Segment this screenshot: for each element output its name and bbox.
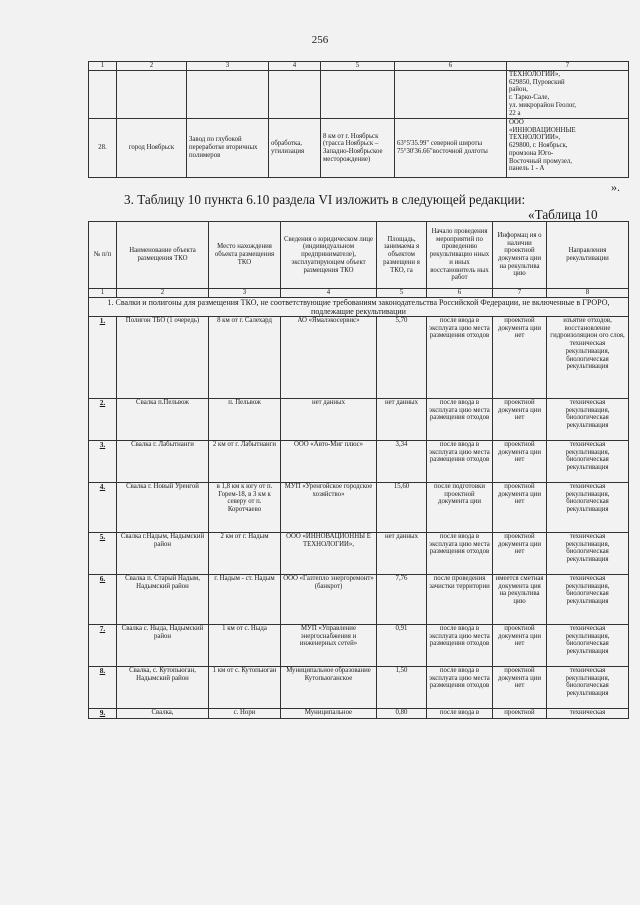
section-row — [89, 298, 629, 317]
continued-table — [88, 61, 629, 178]
area-cell: 5,70 — [377, 317, 427, 399]
closing-quote: ». — [611, 180, 620, 194]
direction-cell: техническая рекультивация, биологическая рекультивация — [547, 625, 629, 667]
direction-cell: изъятие отходов, восстановление гидроизоляцион ого слоя, техническая рекультивация, биологическая рекультивация — [547, 317, 629, 399]
start-cell: после ввода в эксплуата цию места размещения отходов — [427, 399, 493, 441]
header-cell: Место нахождения объекта размещения ТКО — [209, 222, 281, 289]
operator-cell: МУП «Уренгойское городское хозяйство» — [281, 483, 377, 533]
table-row — [89, 625, 629, 667]
col-number: 6 — [427, 289, 493, 298]
row-number: 2. — [89, 399, 117, 441]
purpose-cell: обработка, утилизация — [269, 119, 321, 178]
start-cell: после подготовки проектной документа ции — [427, 483, 493, 533]
table-row — [89, 317, 629, 399]
name-cell: Свалка, с. Кутопьюган, Надымский район — [117, 667, 209, 709]
docs-cell: проектной документа ции нет — [493, 667, 547, 709]
city-cell: город Ноябрьск — [117, 119, 187, 178]
location-cell: 2 км от г. Надым — [209, 533, 281, 575]
name-cell: Свалка г.Надым, Надымский район — [117, 533, 209, 575]
table-row — [89, 399, 629, 441]
table-row — [89, 533, 629, 575]
name-cell: Свалка, — [117, 709, 209, 719]
col-number: 7 — [493, 289, 547, 298]
row-number: 28. — [89, 119, 117, 178]
name-cell: Свалка п. Старый Надым, Надымский район — [117, 575, 209, 625]
location-cell: с. Нори — [209, 709, 281, 719]
name-cell: Свалка с. Ныда, Надымский район — [117, 625, 209, 667]
area-cell: нет данных — [377, 399, 427, 441]
col-number: 7 — [507, 62, 629, 71]
section-heading: 3. Таблицу 10 пункта 6.10 раздела VI изложить в следующей редакции: — [124, 192, 526, 207]
area-cell: 0,91 — [377, 625, 427, 667]
docs-cell: проектной документа ции нет — [493, 441, 547, 483]
operator-cell: ООО «Авто-Миг плюс» — [281, 441, 377, 483]
location-cell: г. Надым - ст. Надым — [209, 575, 281, 625]
coords-cell: 63°5'35.99" северной широты 75°30'36.66"восточной долготы — [395, 119, 507, 178]
location-cell: 2 км от г. Лабытнанги — [209, 441, 281, 483]
location-cell: п. Пельвож — [209, 399, 281, 441]
location-cell: 8 км от г. Салехард — [209, 317, 281, 399]
operator-cell: АО «Ямалэкосервис» — [281, 317, 377, 399]
header-cell: Начало проведения мероприятий по проведению рекультивацио нных и иных восстановитель ных работ — [427, 222, 493, 289]
page-number: 256 — [311, 34, 329, 46]
col-number: 1 — [89, 62, 117, 71]
col-number: 8 — [547, 289, 629, 298]
direction-cell: техническая рекультивация, биологическая рекультивация — [547, 483, 629, 533]
operator-cell: Муниципальное образование Кутопьюганское — [281, 667, 377, 709]
header-cell: Наименование объекта размещения ТКО — [117, 222, 209, 289]
header-cell: № п/п — [89, 222, 117, 289]
start-cell: после ввода в эксплуата цию места размещения отходов — [427, 667, 493, 709]
header-cell: Информац ия о наличии проектной документа ции на рекультива цию — [493, 222, 547, 289]
docs-cell: проектной документа ции нет — [493, 533, 547, 575]
table-caption: «Таблица 10 — [528, 207, 598, 222]
name-cell: Свалка п.Пельвож — [117, 399, 209, 441]
row-number: 9. — [89, 709, 117, 719]
operator-cell: ООО «Газтепло энергоремонт» (банкрот) — [281, 575, 377, 625]
name-cell: Свалка г. Лабытнанги — [117, 441, 209, 483]
docs-cell: проектной документа ции нет — [493, 399, 547, 441]
row-number: 1. — [89, 317, 117, 399]
area-cell: 1,50 — [377, 667, 427, 709]
header-cell: Площадь, занимаема я объектом размещени я ТКО, га — [377, 222, 427, 289]
row-number: 4. — [89, 483, 117, 533]
operator-cell: Муниципальное — [281, 709, 377, 719]
table-row — [89, 71, 629, 119]
direction-cell: техническая рекультивация, биологическая рекультивация — [547, 441, 629, 483]
area-cell: нет данных — [377, 533, 427, 575]
col-number: 3 — [187, 62, 269, 71]
table-row — [89, 483, 629, 533]
header-cell: Направления рекультивации — [547, 222, 629, 289]
table-row — [89, 709, 629, 719]
table-header-numbers — [89, 289, 629, 298]
docs-cell: проектной документа ции нет — [493, 625, 547, 667]
name-cell: Свалка г. Новый Уренгой — [117, 483, 209, 533]
row-number: 6. — [89, 575, 117, 625]
row-number: 7. — [89, 625, 117, 667]
start-cell: после ввода в эксплуата цию места размещения отходов — [427, 441, 493, 483]
location-cell: 1 км от с. Кутопьюган — [209, 667, 281, 709]
row-number: 3. — [89, 441, 117, 483]
section-title: 1. Свалки и полигоны для размещения ТКО, не соответствующие требованиям законодательства Российской Федерации, не включенные в ГРОРО, подлежащие рекультивации — [89, 298, 629, 317]
start-cell: после ввода в эксплуата цию места размещения отходов — [427, 533, 493, 575]
col-number: 4 — [281, 289, 377, 298]
operator-cell: МУП «Управление энергоснабжения и инженерных сетей» — [281, 625, 377, 667]
table-row — [89, 441, 629, 483]
area-cell: 15,60 — [377, 483, 427, 533]
table-row — [89, 667, 629, 709]
table-header-numbers — [89, 62, 629, 71]
name-cell: Полигон ТБО (1 очередь) — [117, 317, 209, 399]
operator-cell: ООО «ИННОВАЦИОННЫЕ ТЕХНОЛОГИИ», 629800, г. Ноябрьск, промзона Юго- Восточный промузел, панель 1 - А — [507, 119, 629, 178]
direction-cell: техническая — [547, 709, 629, 719]
col-number: 4 — [269, 62, 321, 71]
start-cell: после ввода в эксплуата цию места размещения отходов — [427, 625, 493, 667]
object-cell: Завод по глубокой переработке вторичных полимеров — [187, 119, 269, 178]
operator-cell: ТЕХНОЛОГИИ», 629850, Пуровский район, г. Тарко-Сале, ул. микрорайон Геолог, 22 а — [507, 71, 629, 119]
operator-cell: нет данных — [281, 399, 377, 441]
direction-cell: техническая рекультивация, биологическая рекультивация — [547, 575, 629, 625]
row-number: 8. — [89, 667, 117, 709]
row-number: 5. — [89, 533, 117, 575]
col-number: 2 — [117, 289, 209, 298]
docs-cell: проектной — [493, 709, 547, 719]
col-number: 3 — [209, 289, 281, 298]
col-number: 5 — [321, 62, 395, 71]
header-cell: Сведения о юридическом лице (индивидуальном предпринимателе), эксплуатирующем объект размещения ТКО — [281, 222, 377, 289]
direction-cell: техническая рекультивация, биологическая рекультивация — [547, 533, 629, 575]
table-header — [89, 222, 629, 289]
area-cell: 0,80 — [377, 709, 427, 719]
location-cell: в 1,8 км к югу от п. Горем-18, в 3 км к северу от п. Коротчаево — [209, 483, 281, 533]
col-number: 5 — [377, 289, 427, 298]
area-cell: 3,34 — [377, 441, 427, 483]
direction-cell: техническая рекультивация, биологическая рекультивация — [547, 667, 629, 709]
start-cell: после ввода в эксплуата цию места размещения отходов — [427, 317, 493, 399]
table-row — [89, 575, 629, 625]
location-cell: 1 км от с. Ныда — [209, 625, 281, 667]
col-number: 2 — [117, 62, 187, 71]
table-row — [89, 119, 629, 178]
docs-cell: проектной документа ции нет — [493, 483, 547, 533]
area-cell: 7,76 — [377, 575, 427, 625]
table-10 — [88, 221, 629, 719]
start-cell: после проведения зачистки территории — [427, 575, 493, 625]
direction-cell: техническая рекультивация, биологическая рекультивация — [547, 399, 629, 441]
docs-cell: проектной документа ции нет — [493, 317, 547, 399]
col-number: 6 — [395, 62, 507, 71]
location-cell: 8 км от г. Ноябрьск (трасса Ноябрьск – Западно-Ноябрьское месторождение) — [321, 119, 395, 178]
col-number: 1 — [89, 289, 117, 298]
docs-cell: имеется сметная документа ция на рекультива цию — [493, 575, 547, 625]
start-cell: после ввода в — [427, 709, 493, 719]
operator-cell: ООО «ИННОВАЦИОННЫ Е ТЕХНОЛОГИИ», — [281, 533, 377, 575]
